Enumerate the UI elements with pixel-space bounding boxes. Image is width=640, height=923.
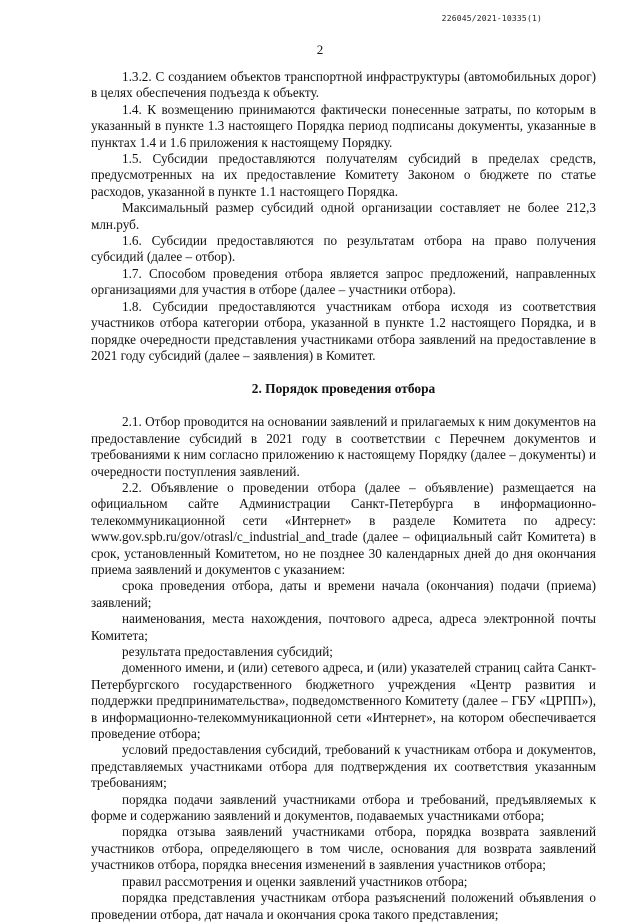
paragraph: 1.5. Субсидии предоставляются получателям субсидий в пределах средств, предусмотренных на их предоставление Комитету Законом о бюджете по статье расходов, указанной в пункте 1.1 настоящего Порядка. <box>91 151 596 199</box>
paragraph: 2.2. Объявление о проведении отбора (далее – объявление) размещается на официальном сайте Администрации Санкт-Петербурга в информационно-телекоммуникационной сети «Интернет» в разделе Комитета по адресу: www.gov.spb.ru/gov/otrasl/c_industrial_and_trade (далее – официальный сайт Комитета) в срок, установленный Комитетом, но не позднее 30 календарных дней до дня окончания приема заявлений и документов с указанием: <box>91 479 596 577</box>
registration-number: 226045/2021-10335(1) <box>441 14 542 23</box>
paragraph: 1.8. Субсидии предоставляются участникам отбора исходя из соответствия участников отбора категории отбора, указанной в пункте 1.2 настоящего Порядка, и в порядке очередности представления участниками отбора заявлений на предоставление в 2021 году субсидий (далее – заявления) в Комитет. <box>91 298 596 363</box>
section-title: 2. Порядок проведения отбора <box>251 381 436 397</box>
paragraph: 1.3.2. С созданием объектов транспортной инфраструктуры (автомобильных дорог) в целях обеспечения подъезда к объекту. <box>91 69 596 101</box>
list-item: условий предоставления субсидий, требований к участникам отбора и документов, представляемых участниками отбора для подтверждения их соответствия указанным требованиям; <box>91 742 596 791</box>
paragraph: 1.7. Способом проведения отбора является запрос предложений, направленных организациями для участия в отборе (далее – участники отбора). <box>91 265 596 298</box>
paragraph: 1.6. Субсидии предоставляются по результатам отбора на право получения субсидий (далее – отбор). <box>91 233 596 265</box>
document-body <box>91 69 596 923</box>
page-number: 2 <box>316 42 324 57</box>
paragraph: 1.4. К возмещению принимаются фактически понесенные затраты, по которым в указанный в пункте 1.3 настоящего Порядка период подписаны документы, указанные в пунктах 1.4 и 1.6 приложения к настоящему Порядку. <box>91 101 596 150</box>
list-item: правил рассмотрения и оценки заявлений участников отбора; <box>122 873 468 889</box>
list-item: результата предоставления субсидий; <box>122 644 333 659</box>
list-item: порядка отзыва заявлений участниками отбора, порядка возврата заявлений участников отбора, определяющего в том числе, основания для возврата заявлений участников отбора, порядка внесения изменений в заявления участников отбора; <box>91 824 596 873</box>
list-item: наименования, места нахождения, почтового адреса, адреса электронной почты Комитета; <box>91 611 596 643</box>
paragraph: Максимальный размер субсидий одной организации составляет не более 212,3 млн.руб. <box>91 200 596 232</box>
paragraph: 2.1. Отбор проводится на основании заявлений и прилагаемых к ним документов на предоставление субсидий в 2021 году в соответствии с Перечнем документов и требованиями к ним согласно приложению к настоящему Порядку (далее – документы) и очередности поступления заявлений. <box>91 414 596 479</box>
list-item: доменного имени, и (или) сетевого адреса, и (или) указателей страниц сайта Санкт-Петербургского государственного бюджетного учреждения «Центр развития и поддержки предпринимательства», подведомственного Комитету (далее – ГБУ «ЦРПП»), в информационно-телекоммуникационной сети «Интернет», на котором обеспечивается проведение отбора; <box>91 660 596 742</box>
list-item: срока проведения отбора, даты и времени начала (окончания) подачи (приема) заявлений; <box>91 578 596 610</box>
list-item: порядка представления участникам отбора разъяснений положений объявления о проведении отбора, дат начала и окончания срока такого представления; <box>91 890 596 922</box>
list-item: порядка подачи заявлений участниками отбора и требований, предъявляемых к форме и содержанию заявлений и документов, подаваемых участниками отбора; <box>91 791 596 824</box>
